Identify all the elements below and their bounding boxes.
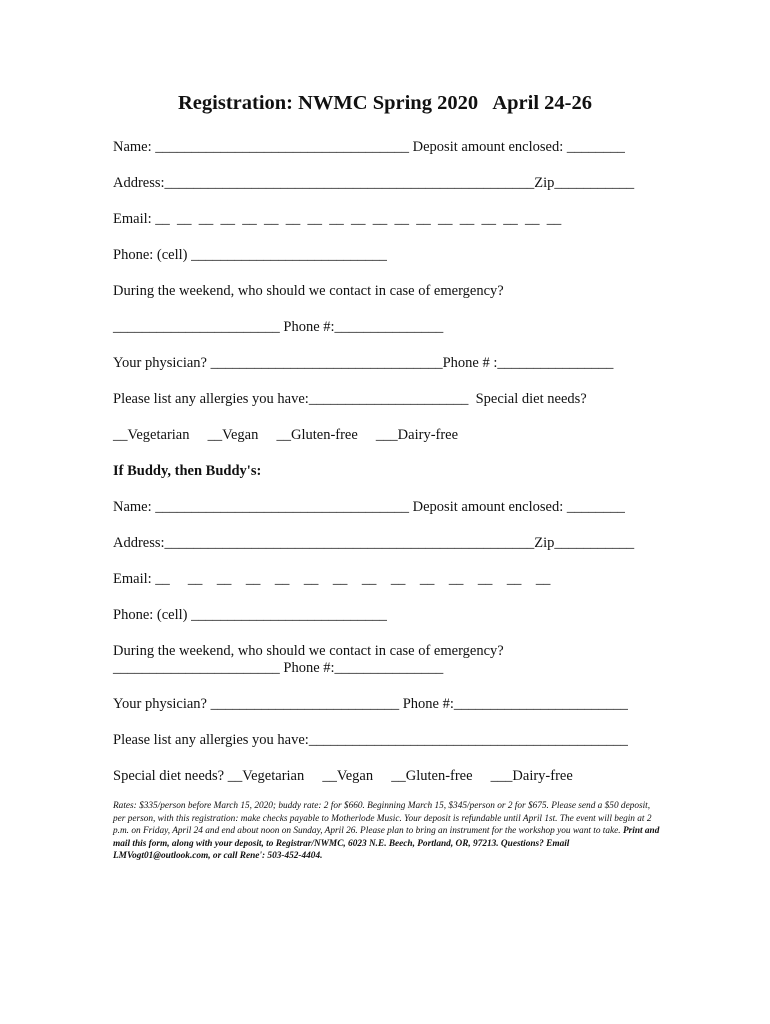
buddy-emergency-question: During the weekend, who should we contact in case of emergency? <box>113 643 504 659</box>
phone-field[interactable]: Phone: (cell) ___________________________ <box>113 247 387 263</box>
fine-print-rates: Rates: $335/person before March 15, 2020; buddy rate: 2 for $660. Beginning March 15, $345/person or 2 for $675. Please send a $50 deposit, per person, with this registration: make checks payable to Motherlode Music. Your deposit is refundable until April 1st. The event will begin at 2 p.m. on Friday, April 24 and end about noon on Sunday, April 26. Please plan to bring an instrument for the workshop you want to take. <box>113 801 652 837</box>
email-field[interactable]: Email: __ __ __ __ __ __ __ __ __ __ __ __ __ __ __ __ __ __ __ <box>113 211 562 227</box>
fine-print-mail-instructions: Print and mail this form, along with your deposit, to Registrar/NWMC, 6023 N.E. Beech, Portland, OR, 97213. Questions? Email LMVogt01@outlook.com, or call Rene': 503-452-4404. <box>113 826 660 862</box>
diet-options[interactable]: __Vegetarian __Vegan __Gluten-free ___Dairy-free <box>113 427 459 443</box>
physician-field[interactable]: Your physician? ________________________________Phone # :________________ <box>113 355 614 371</box>
buddy-name-field[interactable]: Name: ___________________________________ Deposit amount enclosed: ________ <box>113 499 625 515</box>
buddy-allergies-field[interactable]: Please list any allergies you have:____________________________________________ <box>113 732 628 748</box>
buddy-physician-field[interactable]: Your physician? __________________________ Phone #:________________________ <box>113 696 628 712</box>
form-title: Registration: NWMC Spring 2020 April 24-26 <box>178 92 592 114</box>
buddy-emergency-contact-field[interactable]: _______________________ Phone #:_______________ <box>113 660 444 676</box>
fine-print <box>113 800 661 863</box>
address-field[interactable]: Address:___________________________________________________Zip___________ <box>113 175 635 191</box>
emergency-question: During the weekend, who should we contact in case of emergency? <box>113 283 504 299</box>
allergies-field[interactable]: Please list any allergies you have:______________________ Special diet needs? <box>113 391 587 407</box>
buddy-address-field[interactable]: Address:___________________________________________________Zip___________ <box>113 535 635 551</box>
buddy-email-field[interactable]: Email: __ __ __ __ __ __ __ __ __ __ __ __ __ __ <box>113 571 551 587</box>
buddy-phone-field[interactable]: Phone: (cell) ___________________________ <box>113 607 387 623</box>
buddy-heading: If Buddy, then Buddy's: <box>113 463 262 479</box>
emergency-contact-field[interactable]: _______________________ Phone #:_______________ <box>113 319 444 335</box>
buddy-diet-options[interactable]: Special diet needs? __Vegetarian __Vegan __Gluten-free ___Dairy-free <box>113 768 573 784</box>
name-field[interactable]: Name: ___________________________________ Deposit amount enclosed: ________ <box>113 139 625 155</box>
